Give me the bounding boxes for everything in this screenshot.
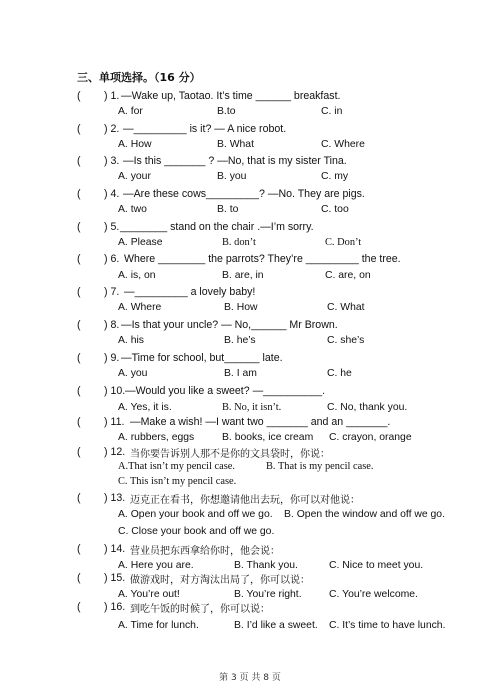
answer-paren: (: [77, 221, 81, 233]
option-a: A. You’re out!: [118, 589, 180, 600]
option-b: B. to: [217, 204, 239, 215]
option-c: C. crayon, orange: [329, 432, 412, 443]
option-c: C. in: [321, 106, 343, 117]
option-a: A.That isn’t my pencil case.: [118, 461, 235, 472]
option-c: C. my: [321, 171, 349, 182]
question-number: ) 11.: [104, 416, 125, 428]
option-a: A. Open your book and off we go.: [118, 509, 273, 520]
option-b: B. I’d like a sweet.: [234, 620, 318, 631]
question-number: ) 15.: [104, 572, 126, 584]
question-stem: 营业员把东西拿给你时，他会说：: [130, 546, 280, 557]
option-c: C. No, thank you.: [327, 402, 408, 413]
option-a: A. two: [118, 204, 147, 215]
answer-paren: (: [77, 446, 81, 458]
question-stem: —Make a wish! —I want two _______ and an _______.: [130, 416, 391, 428]
question-stem: Where ________ the parrots? They’re _________ the tree.: [124, 253, 401, 265]
answer-paren: (: [77, 155, 81, 167]
question-number: ) 10.: [104, 385, 126, 397]
page-footer: 第 3 页 共 8 页: [219, 673, 281, 683]
option-b: B. How: [224, 302, 258, 313]
question-stem: —Are these cows_________? —No. They are pigs.: [123, 188, 365, 200]
question-stem: 迈克正在看书，你想邀请他出去玩，你可以对他说：: [130, 495, 360, 506]
option-a: A. for: [118, 106, 143, 117]
answer-paren: (: [77, 319, 81, 331]
answer-paren: (: [77, 352, 81, 364]
question-number: ) 3.: [104, 155, 120, 167]
question-number: ) 12.: [104, 446, 126, 458]
option-c: C. she’s: [327, 335, 365, 346]
option-b: B. are, in: [222, 270, 264, 281]
question-stem: 做游戏时，对方淘汰出局了，你可以说：: [130, 575, 310, 586]
answer-paren: (: [77, 385, 81, 397]
option-c: C. too: [321, 204, 349, 215]
option-c: C. What: [327, 302, 365, 313]
option-c: C. Don’t: [325, 237, 362, 248]
question-number: ) 4.: [104, 188, 120, 200]
answer-paren: (: [77, 601, 81, 613]
question-stem: —Is this _______ ? —No, that is my sister Tina.: [123, 155, 347, 167]
question-stem: —_________ is it? — A nice robot.: [123, 123, 287, 135]
option-b: B. You’re right.: [234, 589, 302, 600]
option-a: A. Here you are.: [118, 560, 194, 571]
option-a: A. you: [118, 368, 148, 379]
option-b: B. Open the window and off we go.: [284, 509, 445, 520]
question-stem: —Wake up, Taotao. It’s time ______ breakfast.: [121, 90, 341, 102]
answer-paren: (: [77, 188, 81, 200]
option-c: C. Close your book and off we go.: [118, 526, 275, 537]
answer-paren: (: [77, 253, 81, 265]
question-stem: —_________ a lovely baby!: [124, 286, 256, 298]
answer-paren: (: [77, 90, 81, 102]
option-c: C. Where: [321, 139, 365, 150]
answer-paren: (: [77, 416, 81, 428]
answer-paren: (: [77, 572, 81, 584]
option-b: B.to: [217, 106, 236, 117]
question-number: ) 14.: [104, 543, 126, 555]
option-b: B. No, it isn’t.: [222, 402, 282, 413]
option-b: B. What: [217, 139, 254, 150]
option-a: A. Yes, it is.: [118, 402, 172, 413]
option-a: A. Where: [118, 302, 162, 313]
answer-paren: (: [77, 492, 81, 504]
question-number: ) 13.: [104, 492, 126, 504]
option-a: A. is, on: [118, 270, 156, 281]
option-b: B. Thank you.: [234, 560, 298, 571]
question-stem: —Would you like a sweet? —__________.: [125, 385, 326, 397]
question-number: ) 6.: [104, 253, 120, 265]
option-b: B. don’t: [222, 237, 256, 248]
question-number: ) 2.: [104, 123, 120, 135]
question-number: ) 9.: [104, 352, 120, 364]
option-c: C. Nice to meet you.: [329, 560, 424, 571]
question-number: ) 1.: [104, 90, 120, 102]
option-c: C. This isn’t my pencil case.: [118, 476, 237, 487]
option-a: A. his: [118, 335, 144, 346]
option-b: B. That is my pencil case.: [266, 461, 374, 472]
option-a: A. your: [118, 171, 151, 182]
option-b: B. books, ice cream: [222, 432, 314, 443]
question-stem: —Is that your uncle? — No,______ Mr Brown.: [121, 319, 338, 331]
question-stem: ________ stand on the chair .—I’m sorry.: [120, 221, 314, 233]
option-a: A. How: [118, 139, 152, 150]
option-b: B. I am: [224, 368, 257, 379]
question-stem: 当你要告诉别人那不是你的文具袋时，你说：: [130, 449, 330, 460]
option-c: C. are, on: [325, 270, 371, 281]
question-number: ) 16.: [104, 601, 126, 613]
question-stem: 到吃午饭的时候了，你可以说：: [130, 604, 270, 615]
option-b: B. he’s: [224, 335, 256, 346]
option-b: B. you: [217, 171, 247, 182]
section-title: 三、单项选择。（16 分）: [77, 71, 201, 84]
option-a: A. Time for lunch.: [118, 620, 199, 631]
option-a: A. rubbers, eggs: [118, 432, 195, 443]
answer-paren: (: [77, 286, 81, 298]
answer-paren: (: [77, 123, 81, 135]
question-number: ) 7.: [104, 286, 120, 298]
option-c: C. It’s time to have lunch.: [329, 620, 446, 631]
option-c: C. You’re welcome.: [329, 589, 418, 600]
question-stem: —Time for school, but______ late.: [121, 352, 283, 364]
question-number: ) 8.: [104, 319, 120, 331]
option-c: C. he: [327, 368, 352, 379]
option-a: A. Please: [118, 237, 163, 248]
answer-paren: (: [77, 543, 81, 555]
question-number: ) 5.: [104, 221, 120, 233]
